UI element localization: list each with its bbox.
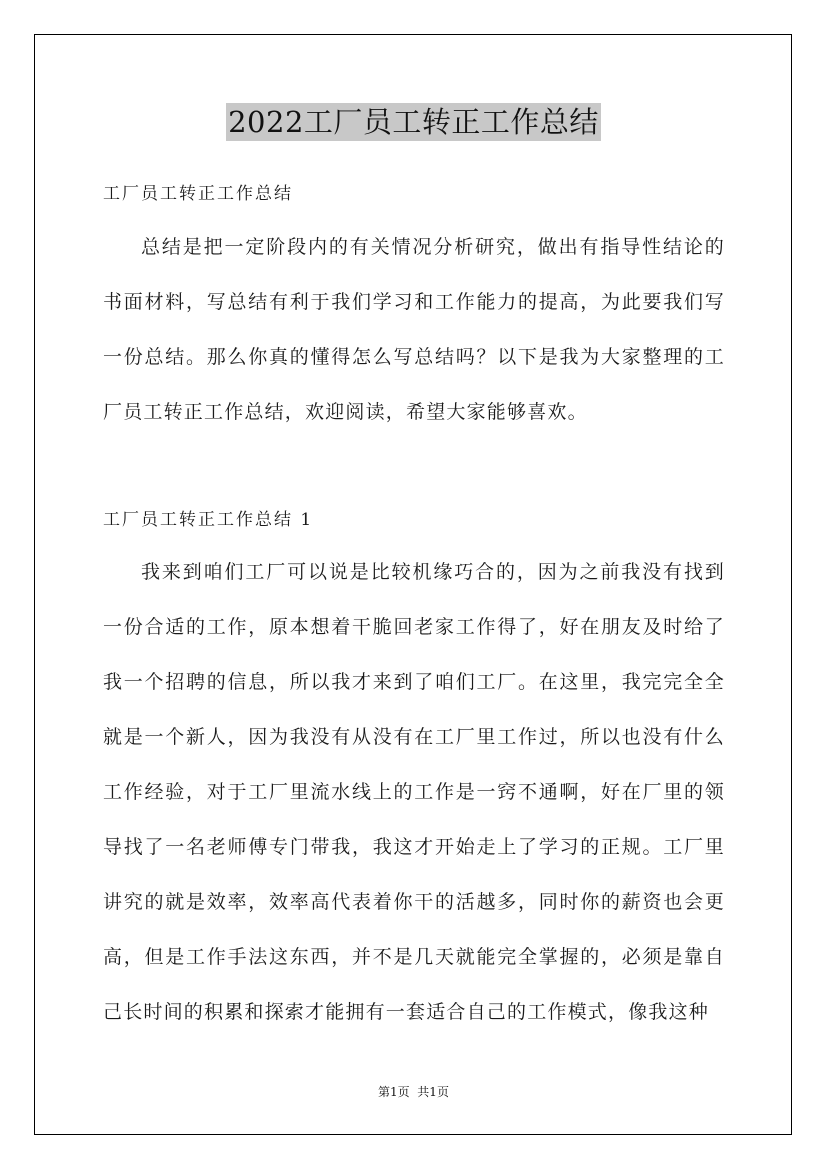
intro-paragraph: 总结是把一定阶段内的有关情况分析研究，做出有指导性结论的书面材料，写总结有利于我们学习和工作能力的提高，为此要我们写一份总结。那么你真的懂得怎么写总结吗？以下是我为大家整理的工厂员工转正工作总结，欢迎阅读，希望大家能够喜欢。 (103, 236, 725, 423)
section-1-paragraph: 我来到咱们工厂可以说是比较机缘巧合的，因为之前我没有找到一份合适的工作，原本想着干脆回老家工作得了，好在朋友及时给了我一个招聘的信息，所以我才来到了咱们工厂。在这里，我完完全全就是一个新人，因为我没有从没有在工厂里工作过，所以也没有什么工作经验，对于工厂里流水线上的工作是一窍不通啊，好在厂里的领导找了一名老师傅专门带我，我这才开始走上了学习的正规。工厂里讲究的就是效率，效率高代表着你干的活越多，同时你的薪资也会更高，但是工作手法这东西，并不是几天就能完全掌握的，必须是靠自己长时间的积累和探索才能拥有一套适合自己的工作模式，像我这种 (103, 561, 725, 1023)
title-container (0, 103, 827, 141)
section-heading-intro: 工厂员工转正工作总结 (103, 184, 293, 204)
document-title: 2022工厂员工转正工作总结 (228, 105, 599, 139)
page-footer: 第1页 共1页 (378, 1085, 449, 1099)
section-heading-1: 工厂员工转正工作总结 1 (103, 510, 314, 530)
